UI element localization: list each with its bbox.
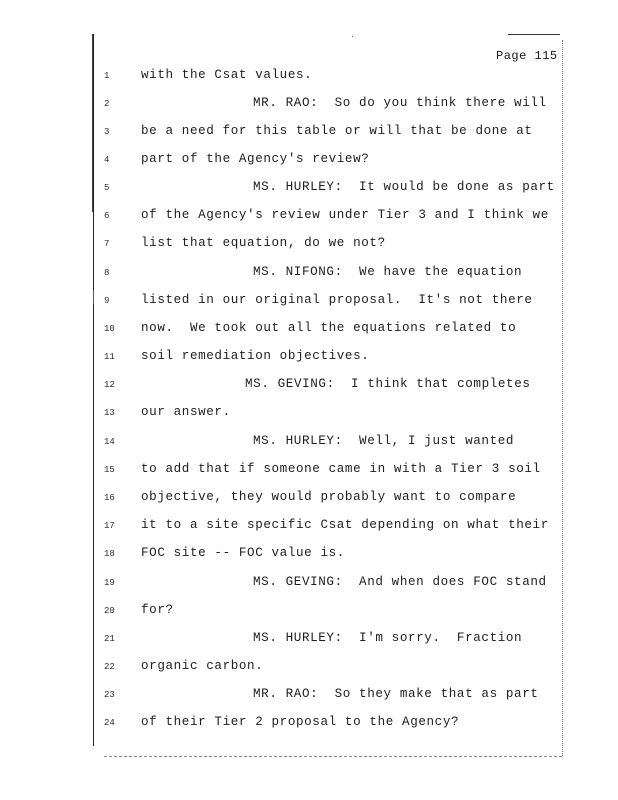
transcript-line: our answer. [141,405,231,419]
line-number: 4 [104,155,110,165]
left-margin-notch [93,290,98,304]
line-number: 17 [104,521,115,531]
line-number: 5 [104,183,110,193]
transcript-line: be a need for this table or will that be done at [141,124,533,138]
line-number: 8 [104,268,110,278]
transcript-line: soil remediation objectives. [141,349,370,363]
line-number: 9 [104,296,110,306]
transcript-line: list that equation, do we not? [141,236,386,250]
left-margin-rule-accent [92,34,93,212]
line-number: 7 [104,239,110,249]
transcript-line: FOC site -- FOC value is. [141,546,345,560]
bottom-margin-rule [104,756,562,757]
transcript-line: of the Agency's review under Tier 3 and I think we [141,208,549,222]
transcript-line: part of the Agency's review? [141,152,370,166]
page-number: Page 115 [496,49,558,63]
transcript-line: organic carbon. [141,659,264,673]
line-number: 11 [104,352,115,362]
line-number: 22 [104,662,115,672]
line-number: 16 [104,493,115,503]
top-margin-mark [508,34,560,35]
transcript-line: MS. GEVING: I think that completes [245,377,531,391]
right-margin-rule [562,40,563,756]
line-number: 18 [104,549,115,559]
transcript-line: MS. NIFONG: We have the equation [253,265,523,279]
left-margin-rule [93,34,94,746]
line-number: 23 [104,690,115,700]
transcript-line: MR. RAO: So do you think there will [253,96,547,110]
line-number: 21 [104,634,115,644]
line-number: 10 [104,324,115,334]
transcript-line: listed in our original proposal. It's not there [141,293,533,307]
transcript-line: with the Csat values. [141,68,313,82]
transcript-line: MS. HURLEY: Well, I just wanted [253,434,515,448]
transcript-line: now. We took out all the equations related to [141,321,517,335]
transcript-line: objective, they would probably want to compare [141,490,517,504]
line-number: 12 [104,380,115,390]
line-number: 24 [104,718,115,728]
transcript-line: MR. RAO: So they make that as part [253,687,539,701]
transcript-line: MS. HURLEY: It would be done as part [253,180,555,194]
line-number: 20 [104,606,115,616]
transcript-line: for? [141,603,174,617]
transcript-line: it to a site specific Csat depending on what their [141,518,549,532]
line-number: 14 [104,437,115,447]
line-number: 19 [104,578,115,588]
line-number: 6 [104,211,110,221]
line-number: 2 [104,99,110,109]
transcript-line: MS. HURLEY: I'm sorry. Fraction [253,631,523,645]
transcript-line: to add that if someone came in with a Tier 3 soil [141,462,541,476]
line-number: 3 [104,127,110,137]
top-speck [352,36,353,37]
line-number: 13 [104,408,115,418]
transcript-line: MS. GEVING: And when does FOC stand [253,575,547,589]
transcript-line: of their Tier 2 proposal to the Agency? [141,715,460,729]
line-number: 15 [104,465,115,475]
line-number: 1 [104,71,110,81]
